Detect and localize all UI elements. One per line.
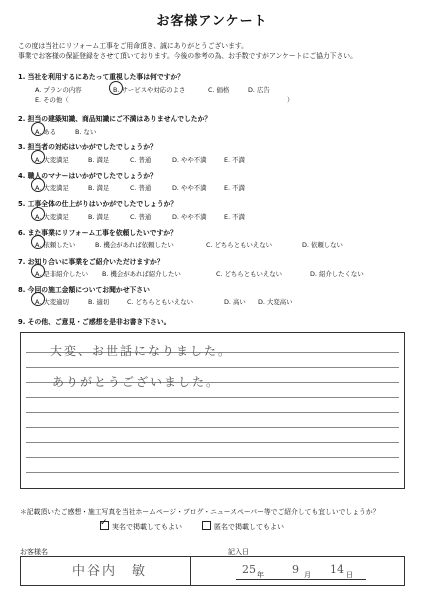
consent-option-real-name-label: 実名で掲載してもよい bbox=[112, 523, 182, 531]
q5-selected-circle bbox=[31, 207, 45, 221]
q4-option-d[interactable]: D. やや不満 bbox=[172, 184, 207, 192]
q5-option-d[interactable]: D. やや不満 bbox=[172, 213, 207, 221]
comment-rule bbox=[26, 472, 399, 473]
date-year-unit: 年 bbox=[257, 571, 264, 579]
q3-option-d[interactable]: D. やや不満 bbox=[172, 156, 207, 164]
consent-option-real-name[interactable] bbox=[100, 518, 182, 532]
q7-option-d[interactable]: D. 紹介したくない bbox=[310, 270, 364, 278]
date-month-value: 9 bbox=[292, 563, 299, 576]
checkbox[interactable] bbox=[202, 521, 211, 530]
q5-option-b[interactable]: B. 満足 bbox=[88, 213, 110, 221]
date-label: 記入日 bbox=[228, 548, 249, 556]
q3-option-a[interactable]: A. 大変満足 bbox=[35, 156, 69, 164]
q8-selected-circle bbox=[31, 292, 45, 306]
q4-option-a[interactable]: A. 大変満足 bbox=[35, 184, 69, 192]
handwritten-comment-line-1: 大変、お世話になりました。 bbox=[50, 344, 233, 358]
q8-option-b[interactable]: B. 適切 bbox=[88, 298, 110, 306]
question-1-label: 1. 当社を利用するにあたって重視した事は何ですか？ bbox=[18, 73, 185, 81]
comment-rule bbox=[26, 412, 399, 413]
question-3-label: 3. 担当者の対応はいかがでしたでしょうか？ bbox=[18, 143, 157, 151]
comment-rule bbox=[26, 457, 399, 458]
question-7-label: 7. お知り合いに事業をご紹介いただけますか？ bbox=[18, 258, 164, 266]
intro-line-2 bbox=[18, 51, 357, 61]
intro-line-1: この度は当社にリフォーム工事をご用命頂き、誠にありがとうございます。 bbox=[18, 42, 248, 50]
date-day-unit: 日 bbox=[346, 571, 353, 579]
question-5-label: 5. 工事全体の仕上がりはいかがでしたでしょうか？ bbox=[18, 200, 178, 208]
consent-option-anonymous[interactable] bbox=[202, 521, 284, 532]
q8-option-e[interactable]: D. 大変高い bbox=[258, 298, 293, 306]
check-mark-icon: ✓ bbox=[100, 518, 108, 528]
q2-selected-circle bbox=[31, 122, 45, 136]
q7-option-c[interactable]: C. どちらともいえない bbox=[216, 270, 283, 278]
consent-option-anonymous-label: 匿名で掲載してもよい bbox=[214, 523, 284, 531]
q6-option-c[interactable]: C. どちらともいえない bbox=[206, 241, 273, 249]
q1-option-d[interactable]: D. 広告 bbox=[248, 86, 270, 94]
publication-consent-note: ＊記載頂いたご感想・施工写真を当社ホームページ・ブログ・ニュースペーパー等でご紹介しても宜しいでしょうか？ bbox=[20, 508, 380, 516]
intro-line-2-text: 今後の参考の為、お手数ですがアンケートにご協力下さい。 bbox=[173, 52, 357, 60]
q1-selected-circle bbox=[109, 81, 123, 95]
q4-option-e[interactable]: E. 不満 bbox=[224, 184, 245, 192]
comment-rule bbox=[26, 367, 399, 368]
q4-option-c[interactable]: C. 普通 bbox=[130, 184, 152, 192]
customer-name-label: お客様名 bbox=[20, 548, 48, 556]
q3-selected-circle bbox=[31, 150, 45, 164]
question-9-label: 9. その他、ご意見・ご感想を是非お書き下さい。 bbox=[18, 318, 171, 326]
comment-rule bbox=[26, 442, 399, 443]
q8-option-d[interactable]: D. 高い bbox=[224, 298, 246, 306]
q3-option-b[interactable]: B. 満足 bbox=[88, 156, 110, 164]
q2-option-b[interactable]: B. ない bbox=[75, 128, 97, 136]
customer-name-value: 中谷内 敏 bbox=[72, 564, 148, 579]
question-6-label: 6. また事業にリフォーム工事を依頼したいですか？ bbox=[18, 229, 177, 237]
q2-option-a[interactable]: A. ある bbox=[35, 128, 57, 136]
q6-option-a[interactable]: A. 依頼したい bbox=[35, 241, 76, 249]
q7-option-b[interactable]: B. 機会があれば紹介したい bbox=[102, 270, 181, 278]
q5-option-e[interactable]: E. 不満 bbox=[224, 213, 245, 221]
q1-option-e-close: ） bbox=[287, 96, 294, 104]
handwritten-comment-line-2: ありがとうございました。 bbox=[52, 375, 221, 389]
q4-selected-circle bbox=[31, 178, 45, 192]
q5-option-c[interactable]: C. 普通 bbox=[130, 213, 152, 221]
q1-option-c[interactable]: C. 価格 bbox=[208, 86, 230, 94]
q6-selected-circle bbox=[31, 235, 45, 249]
q1-option-b[interactable]: B. サービスや対応のよさ bbox=[113, 86, 186, 94]
q8-option-c[interactable]: C. どちらともいえない bbox=[127, 298, 194, 306]
question-8-label: 8. 今回の施工金額についてお聞かせ下さい bbox=[18, 286, 150, 294]
page-title: お客様アンケート bbox=[156, 14, 268, 29]
intro-line-2-prefix: 事業でお客様の保証登録をさせて頂いております。 bbox=[18, 52, 174, 60]
q6-option-b[interactable]: B. 機会があれば依頼したい bbox=[95, 241, 174, 249]
comment-rule bbox=[26, 397, 399, 398]
q7-selected-circle bbox=[31, 264, 45, 278]
date-month-unit: 月 bbox=[304, 571, 311, 579]
checkbox[interactable] bbox=[100, 518, 109, 530]
q3-option-c[interactable]: C. 普通 bbox=[130, 156, 152, 164]
date-year-value: 25 bbox=[242, 563, 256, 576]
q3-option-e[interactable]: E. 不満 bbox=[224, 156, 245, 164]
question-4-label: 4. 職人のマナーはいかがでしたでしょうか？ bbox=[18, 172, 157, 180]
name-date-divider bbox=[190, 556, 191, 586]
q1-option-a[interactable]: A. プランの内容 bbox=[35, 86, 82, 94]
q5-option-a[interactable]: A. 大変満足 bbox=[35, 213, 69, 221]
date-day-value: 14 bbox=[330, 563, 344, 576]
comment-rule bbox=[26, 427, 399, 428]
q1-option-e[interactable]: E. その他（ bbox=[35, 96, 69, 104]
question-2-label: 2. 担当の建築知識、商品知識にご不満はありませんでしたか？ bbox=[18, 115, 212, 123]
q7-option-a[interactable]: A. 是非紹介したい bbox=[35, 270, 89, 278]
q8-option-a[interactable]: A. 大変適切 bbox=[35, 298, 69, 306]
date-underline bbox=[236, 579, 366, 580]
q6-option-d[interactable]: D. 依頼しない bbox=[302, 241, 343, 249]
q4-option-b[interactable]: B. 満足 bbox=[88, 184, 110, 192]
